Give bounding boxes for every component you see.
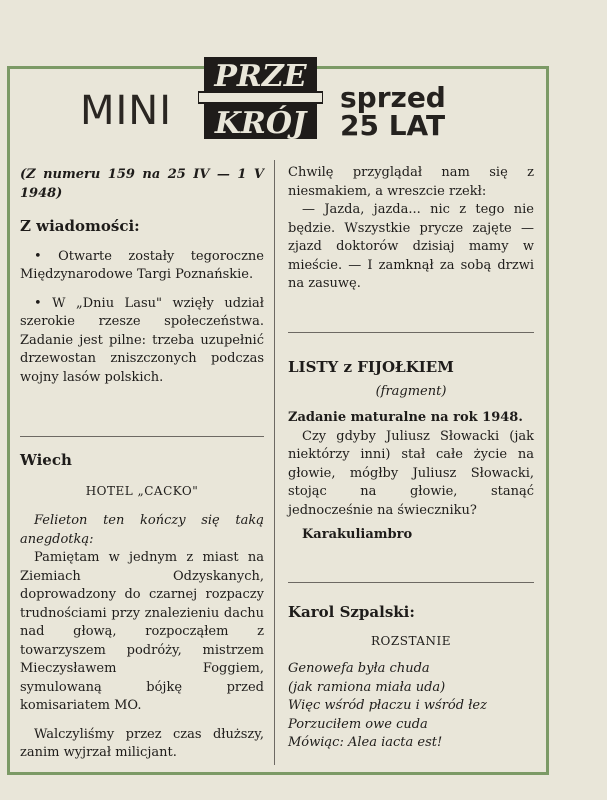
author-karakuliambro: Karakuliambro [302, 527, 413, 542]
logo-bottom-text: KRÓJ [214, 106, 307, 141]
slowacki-question: Czy gdyby Juliusz Słowacki (jak niektórzy inni) stał całe życie na głowie, mógłby Juliusz Słowacki, stojąc na głowie, stanąć jednocześnie na świeczniku? [288, 428, 534, 518]
anecdote-intro: Felieton ten kończy się taką anegdotką: [20, 513, 264, 547]
news-heading: Z wiadomości: [20, 217, 140, 235]
left-rule [20, 436, 264, 437]
hotel-title: HOTEL „CACKO" [85, 483, 199, 498]
anecdote-paragraph-1: Pamiętam w jednym z miast na Ziemiach Odzyskanych, doprowadzony do czarnej rozpaczy trudnościami przy znalezieniu dachu nad głową, rozpocząłem z towarzyszem podróży, mistrzem Mieczysławem Foggiem, symulowaną bójkę przed komisariatem MO. [20, 550, 264, 713]
poem-line-5: Mówiąc: Alea iacta est! [288, 735, 443, 750]
column-divider [274, 160, 275, 765]
przekroj-logo [198, 55, 323, 141]
sprzed-label [340, 81, 446, 142]
left-column-bottom [20, 451, 264, 763]
right-column-bottom [288, 603, 534, 753]
anecdote-paragraph-2: Walczyliśmy przez czas dłuższy, zanim wyjrzał milicjant. [20, 726, 264, 760]
poem [288, 660, 534, 753]
logo-top-text: PRZE [214, 59, 307, 94]
news-item-2: • W „Dniu Lasu" wzięły udział szerokie rzesze społeczeństwa. Zadanie jest pilne: trzeba uzupełnić drzewostan zniszczonych podczas wojny lasów polskich. [20, 295, 264, 385]
right-rule-1 [288, 332, 534, 333]
issue-source: (Z numeru 159 na 25 IV — 1 V 1948) [20, 167, 264, 201]
listy-heading: LISTY z FIJOŁKIEM [288, 358, 454, 376]
wiech-heading: Wiech [20, 451, 72, 469]
poem-line-2: (jak ramiona miała uda) [288, 679, 446, 695]
right-rule-2 [288, 582, 534, 583]
fragment-label: (fragment) [375, 383, 447, 399]
poem-line-4: Porzuciłem owe cuda [288, 716, 428, 732]
poem-line-3: Więc wśród płaczu i wśród łez [288, 698, 487, 713]
sprzed-line-2: 25 LAT [340, 109, 446, 142]
policeman-quote: — Jazda, jazda... nic z tego nie będzie. Wszystkie prycze zajęte — zjazd doktorów dzisiaj mamy w mieście. — I zamknął za sobą drzwi na zasuwę. [288, 202, 534, 291]
right-column-top [288, 164, 534, 294]
news-item-1: • Otwarte zostały tegoroczne Międzynarodowe Targi Poznańskie. [20, 248, 264, 282]
mini-title: MINI [80, 88, 173, 134]
karol-heading: Karol Szpalski: [288, 603, 415, 621]
right-column-middle [288, 358, 534, 545]
sprzed-line-1: sprzed [340, 81, 446, 114]
matura-task: Zadanie maturalne na rok 1948. [288, 410, 523, 425]
poem-line-1: Genowefa była chuda [288, 661, 430, 676]
left-column-top [20, 166, 264, 387]
anecdote-continuation: Chwilę przyglądał nam się z niesmakiem, a wreszcie rzekł: [288, 165, 534, 199]
rozstanie-title: ROZSTANIE [371, 633, 451, 648]
